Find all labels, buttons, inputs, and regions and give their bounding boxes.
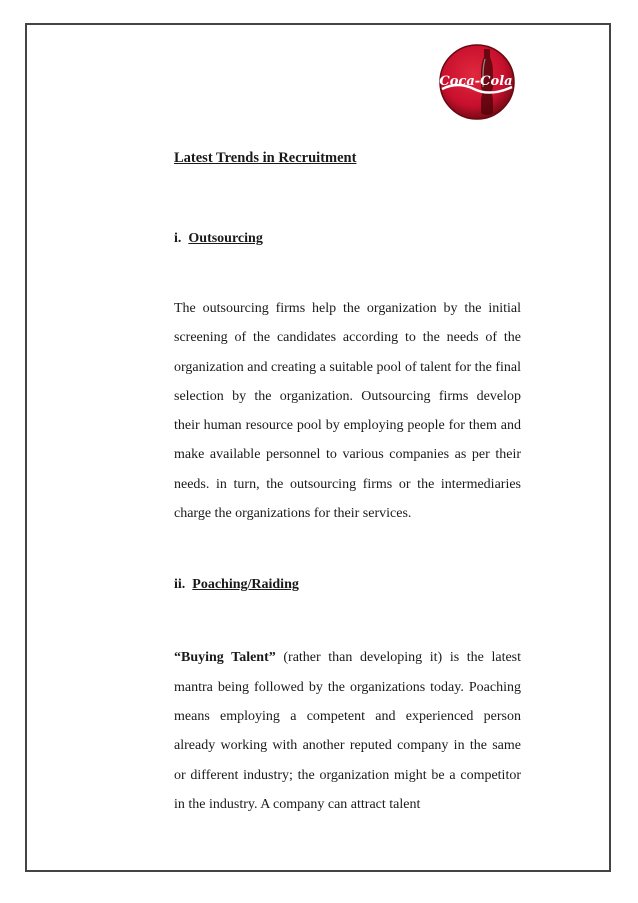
section-heading-poaching (174, 575, 521, 595)
section-label: Outsourcing (188, 231, 263, 246)
buying-talent-lead: “Buying Talent” (174, 650, 276, 666)
document-body (174, 138, 521, 819)
section-number: ii. (174, 577, 186, 593)
outsourcing-paragraph: The outsourcing firms help the organization by the initial screening of the candidates according to the needs of the organization and creating a suitable pool of talent for the final selection by the organization. Outsourcing firms develop their human resource pool by employing people for them and make available personnel to various companies as per their needs. in turn, the outsourcing firms or the intermediaries charge the organizations for their services. (174, 301, 521, 522)
poaching-paragraph (174, 643, 521, 819)
coca-cola-logo (438, 43, 516, 121)
document-title: Latest Trends in Recruitment (174, 150, 357, 166)
section-heading-outsourcing (174, 229, 521, 249)
logo-wordmark: Coca-Cola (439, 74, 513, 89)
section-label: Poaching/Raiding (192, 577, 299, 593)
section-number: i. (174, 231, 182, 246)
poaching-text: (rather than developing it) is the latest mantra being followed by the organizations today. Poaching means employing a competent and experienced person already working with another reputed company in the same or different industry; the organization might be a competitor in the industry. A company can attract talent (174, 650, 522, 812)
